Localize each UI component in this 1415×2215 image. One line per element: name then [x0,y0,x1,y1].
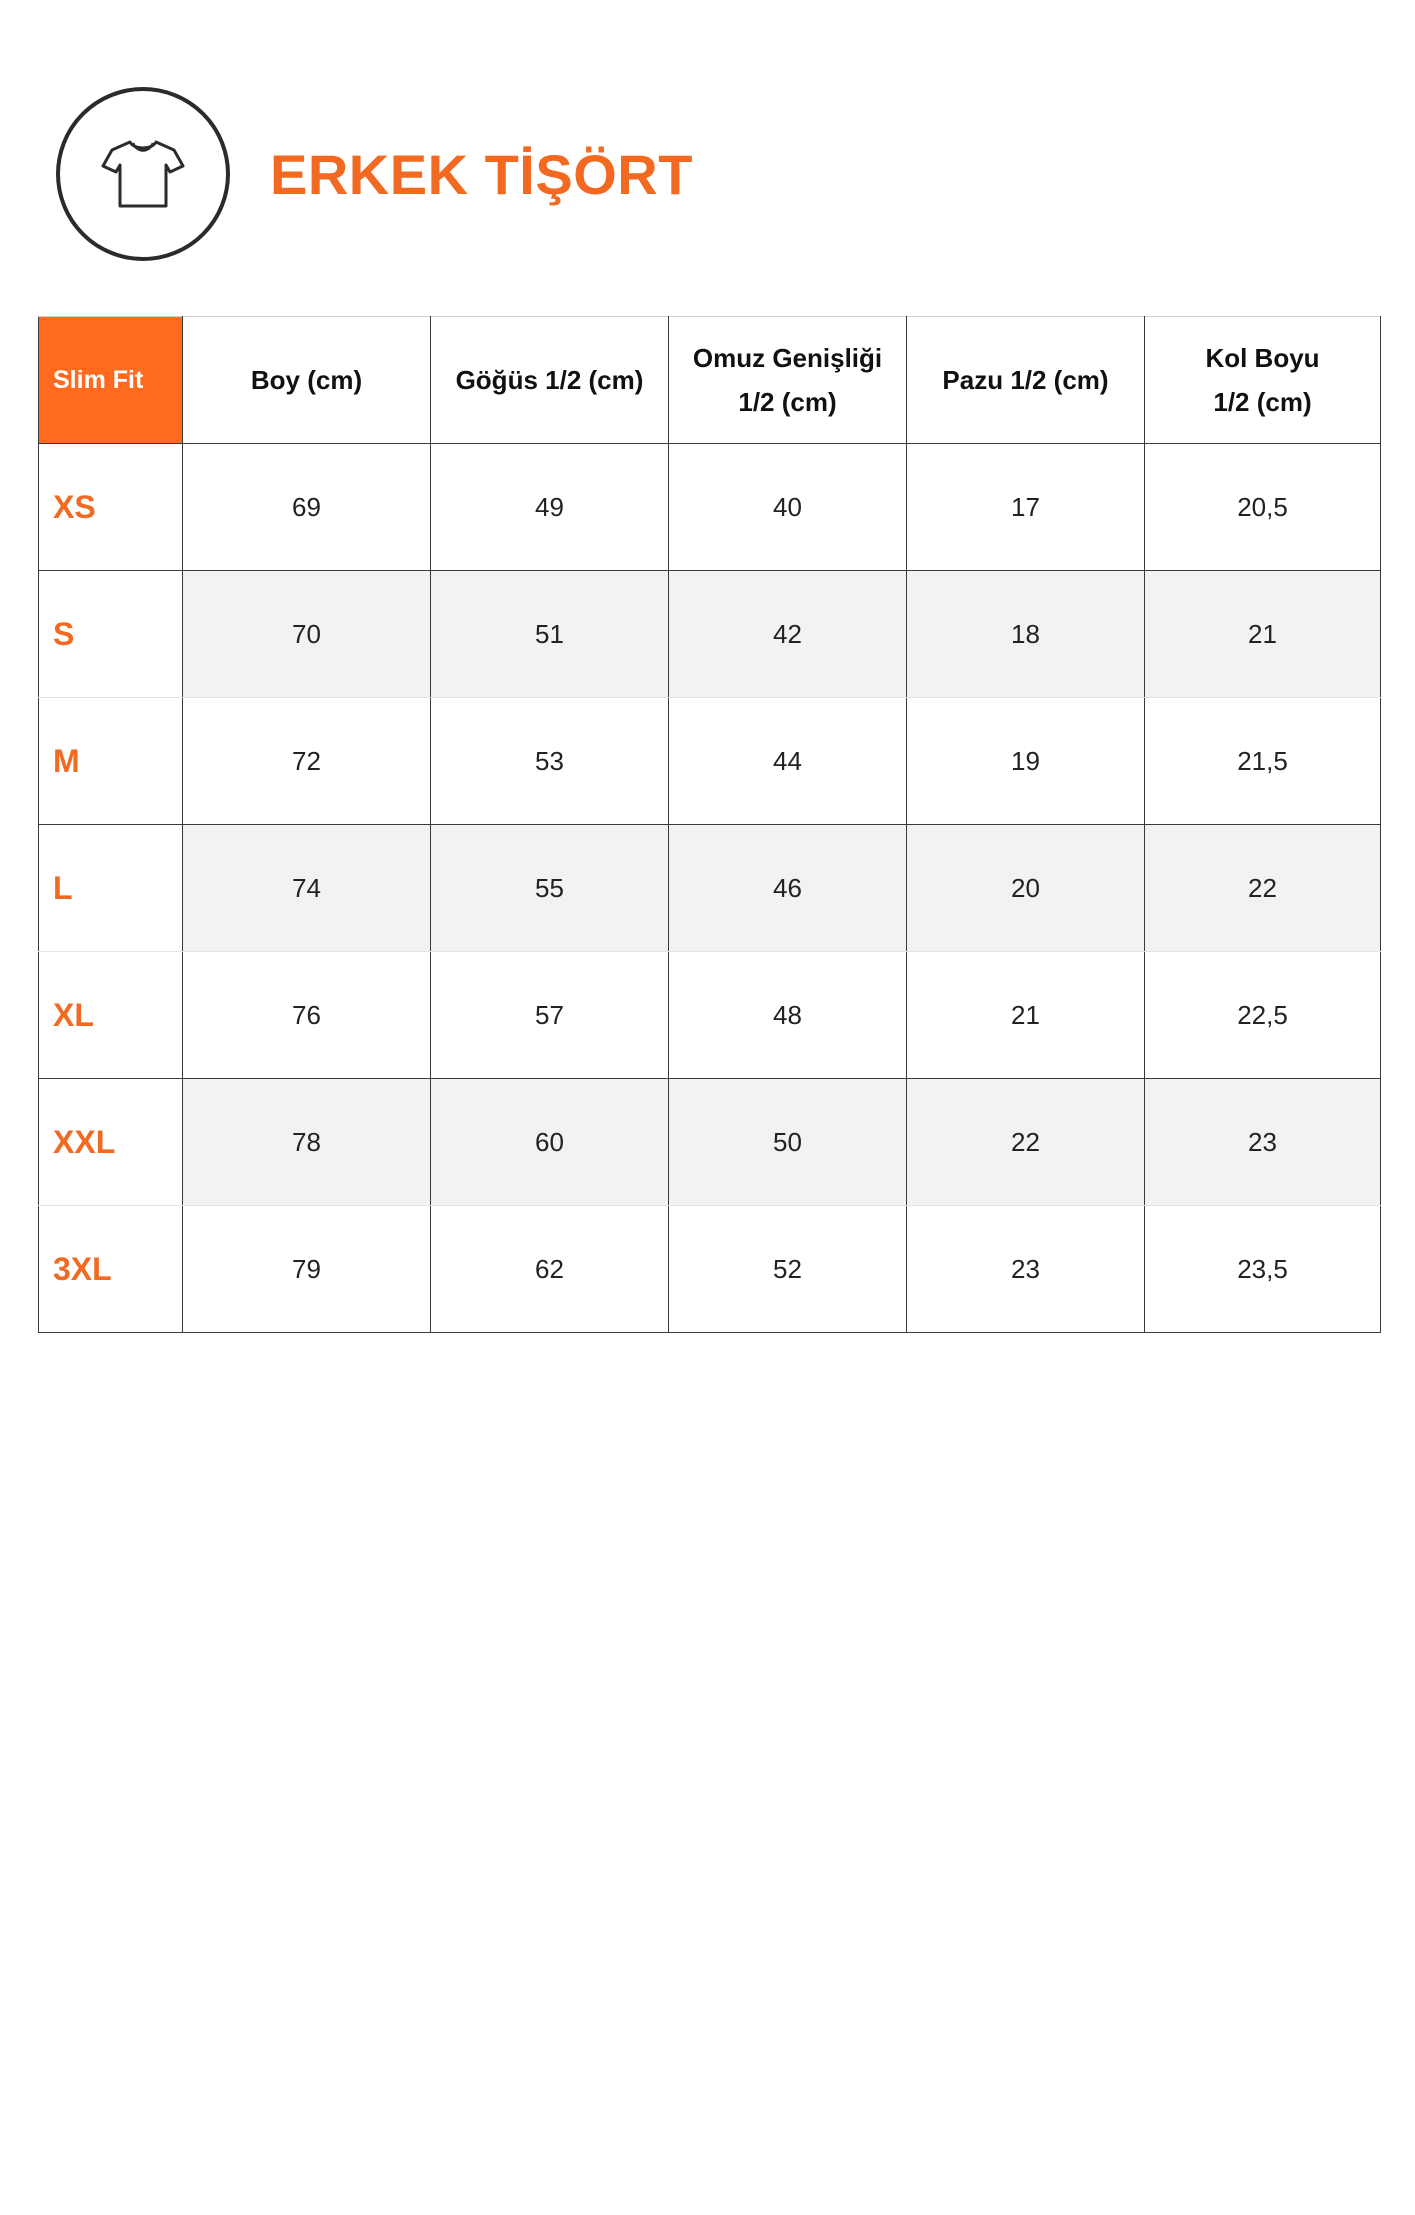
table-cell: 57 [431,952,669,1079]
page-header [56,88,693,260]
column-header: Göğüs 1/2 (cm) [431,317,669,444]
table-cell: 44 [669,698,907,825]
table-cell: 23,5 [1145,1206,1381,1333]
table-cell: 69 [183,444,431,571]
table-cell: 48 [669,952,907,1079]
table-cell: 17 [907,444,1145,571]
table-cell: 49 [431,444,669,571]
tshirt-icon [100,136,186,212]
table-cell: 20,5 [1145,444,1381,571]
table-cell: 60 [431,1079,669,1206]
column-header: Pazu 1/2 (cm) [907,317,1145,444]
table-body [39,444,1381,1333]
table-cell: 23 [1145,1079,1381,1206]
table-cell: 76 [183,952,431,1079]
table-row [39,825,1381,952]
size-label: M [39,698,183,825]
table-row [39,1079,1381,1206]
column-header: Boy (cm) [183,317,431,444]
size-label: L [39,825,183,952]
table-row [39,571,1381,698]
table-cell: 40 [669,444,907,571]
table-cell: 18 [907,571,1145,698]
table-cell: 70 [183,571,431,698]
size-label: S [39,571,183,698]
table-cell: 52 [669,1206,907,1333]
column-header: Omuz Genişliği 1/2 (cm) [669,317,907,444]
table-cell: 74 [183,825,431,952]
table-cell: 21,5 [1145,698,1381,825]
table-cell: 22 [907,1079,1145,1206]
table-row [39,444,1381,571]
table-cell: 53 [431,698,669,825]
table-row [39,698,1381,825]
size-label: 3XL [39,1206,183,1333]
table-cell: 46 [669,825,907,952]
size-label: XXL [39,1079,183,1206]
table-cell: 78 [183,1079,431,1206]
table-cell: 23 [907,1206,1145,1333]
table-row [39,1206,1381,1333]
size-label: XL [39,952,183,1079]
size-label: XS [39,444,183,571]
table-cell: 20 [907,825,1145,952]
table-header-row [39,317,1381,444]
table-cell: 21 [1145,571,1381,698]
table-cell: 62 [431,1206,669,1333]
table-cell: 22 [1145,825,1381,952]
column-header: Kol Boyu 1/2 (cm) [1145,317,1381,444]
table-cell: 22,5 [1145,952,1381,1079]
page-title: ERKEK TİŞÖRT [270,142,693,206]
size-chart-table [38,316,1381,1333]
table-row [39,952,1381,1079]
table-cell: 50 [669,1079,907,1206]
table-cell: 72 [183,698,431,825]
table-cell: 55 [431,825,669,952]
tshirt-badge [56,87,230,261]
table-cell: 79 [183,1206,431,1333]
table-cell: 21 [907,952,1145,1079]
table-cell: 19 [907,698,1145,825]
fit-type-label: Slim Fit [39,317,183,444]
table-cell: 51 [431,571,669,698]
table-cell: 42 [669,571,907,698]
